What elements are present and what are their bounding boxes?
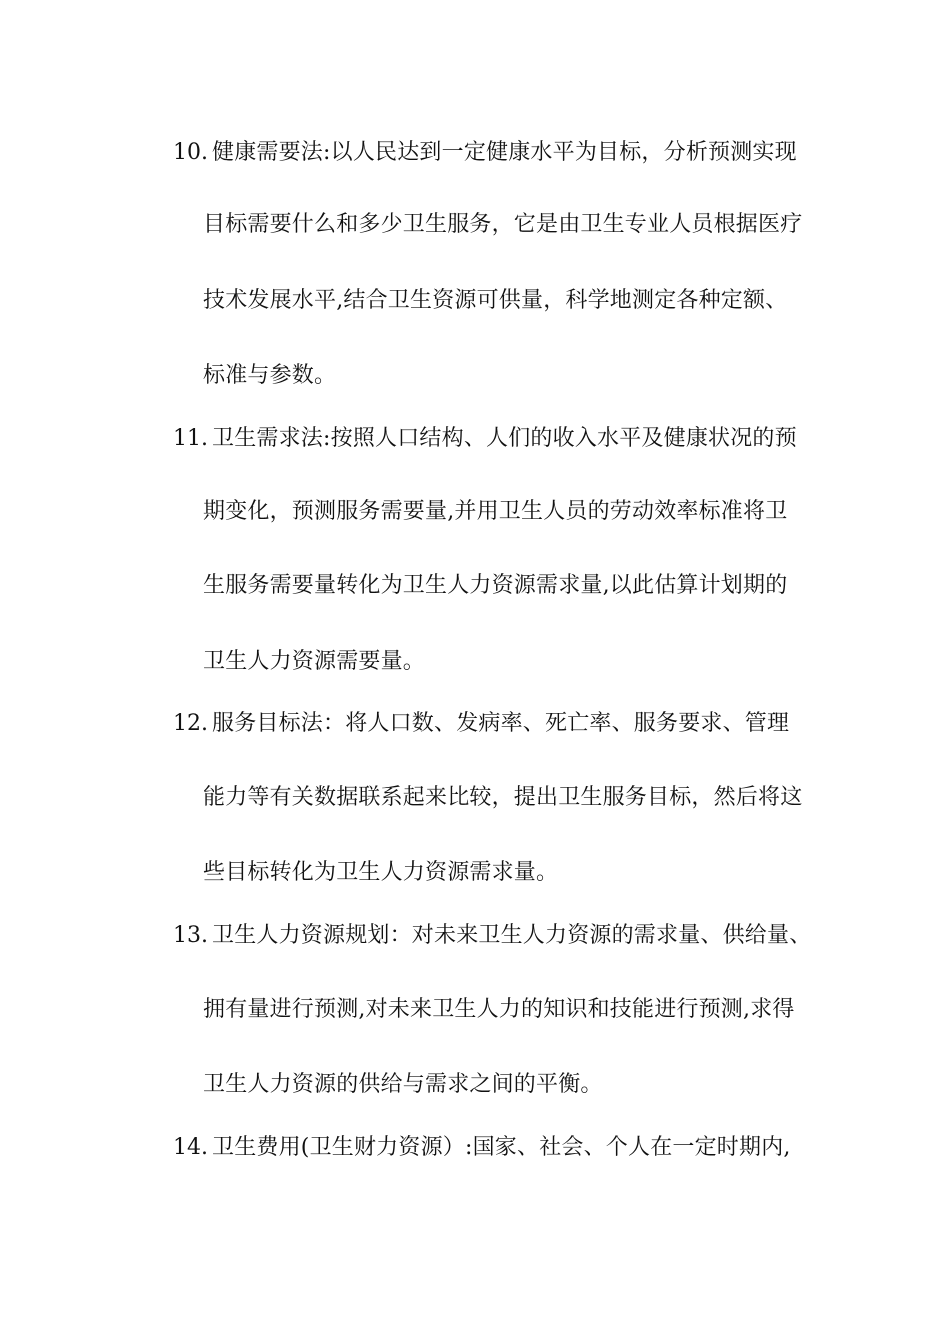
entry-text-line: 技术发展水平,结合卫生资源可供量，科学地测定各种定额、 — [203, 288, 788, 313]
entry-text-line: 卫生人力资源需要量。 — [203, 649, 426, 674]
entry-number: 12. — [173, 711, 208, 736]
entry-text-line: 服务目标法：将人口数、发病率、死亡率、服务要求、管理 — [212, 711, 790, 736]
entry-text-line: 期变化，预测服务需要量,并用卫生人员的劳动效率标准将卫 — [203, 499, 788, 524]
entry-text-line: 生服务需要量转化为卫生人力资源需求量,以此估算计划期的 — [203, 573, 788, 598]
entry-text-line: 卫生人力资源的供给与需求之间的平衡。 — [203, 1072, 603, 1097]
entry-number: 14. — [173, 1135, 208, 1160]
entry-number: 11. — [173, 426, 208, 451]
entry-text-line: 健康需要法:以人民达到一定健康水平为目标，分析预测实现 — [212, 140, 797, 165]
entry-number: 10. — [173, 140, 208, 165]
entry-number: 13. — [173, 923, 208, 948]
entry-text-line: 卫生需求法:按照人口结构、人们的收入水平及健康状况的预 — [212, 426, 797, 451]
entry-text-line: 标准与参数。 — [203, 363, 337, 388]
entry-text-line: 目标需要什么和多少卫生服务，它是由卫生专业人员根据医疗 — [203, 212, 803, 237]
entry-text-line: 些目标转化为卫生人力资源需求量。 — [203, 860, 559, 885]
entry-text-line: 卫生费用(卫生财力资源）:国家、社会、个人在一定时期内, — [212, 1135, 791, 1160]
entry-text-line: 能力等有关数据联系起来比较，提出卫生服务目标，然后将这 — [203, 785, 803, 810]
entry-text-line: 卫生人力资源规划：对未来卫生人力资源的需求量、供给量、 — [212, 923, 812, 948]
entry-text-line: 拥有量进行预测,对未来卫生人力的知识和技能进行预测,求得 — [203, 997, 795, 1022]
